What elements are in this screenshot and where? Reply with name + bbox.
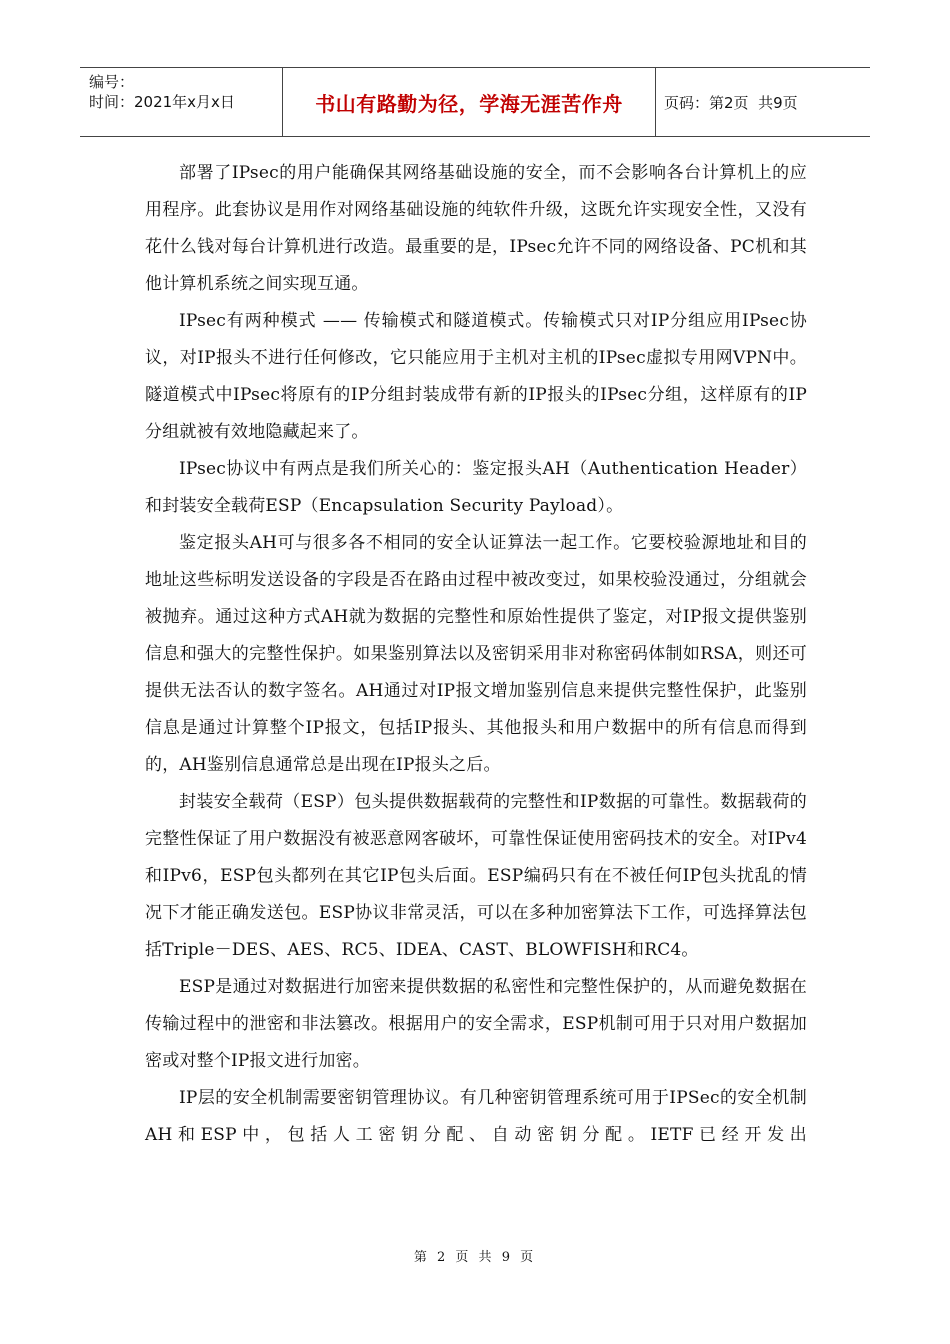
- paragraph-7: IP层的安全机制需要密钥管理协议。有几种密钥管理系统可用于IPSec的安全机制AH和ESP中，包括人工密钥分配、自动密钥分配。IETF已经开发出: [145, 1088, 807, 1145]
- doc-date: 时间：2021年x月x日: [89, 93, 235, 111]
- document-body: [145, 155, 807, 1154]
- paragraph-4: 鉴定报头AH可与很多各不相同的安全认证算法一起工作。它要校验源地址和目的地址这些标明发送设备的字段是否在路由过程中被改变过，如果校验没通过，分组就会被抛弃。通过这种方式AH就为数据的完整性和原始性提供了鉴定，对IP报文提供鉴别信息和强大的完整性保护。如果鉴别算法以及密钥采用非对称密码体制如RSA，则还可提供无法否认的数字签名。AH通过对IP报文增加鉴别信息来提供完整性保护，此鉴别信息是通过计算整个IP报文，包括IP报头、其他报头和用户数据中的所有信息而得到的，AH鉴别信息通常总是出现在IP报头之后。: [145, 533, 807, 775]
- paragraph-5: 封装安全载荷（ESP）包头提供数据载荷的完整性和IP数据的可靠性。数据载荷的完整性保证了用户数据没有被恶意网客破坏，可靠性保证使用密码技术的安全。对IPv4和IPv6，ESP包头都列在其它IP包头后面。ESP编码只有在不被任何IP包头扰乱的情况下才能正确发送包。ESP协议非常灵活，可以在多种加密算法下工作，可选择算法包括Triple－DES、AES、RC5、IDEA、CAST、BLOWFISH和RC4。: [145, 792, 807, 960]
- doc-number-label: 编号：: [89, 73, 135, 91]
- header-meta: [80, 68, 283, 136]
- page-footer: 第 2 页 共 9 页: [413, 1250, 537, 1265]
- paragraph-6: ESP是通过对数据进行加密来提供数据的私密性和完整性保护的，从而避免数据在传输过程中的泄密和非法篡改。根据用户的安全需求，ESP机制可用于只对用户数据加密或对整个IP报文进行加密。: [145, 977, 807, 1071]
- paragraph-2: IPsec有两种模式 —— 传输模式和隧道模式。传输模式只对IP分组应用IPsec协议，对IP报头不进行任何修改，它只能应用于主机对主机的IPsec虚拟专用网VPN中。隧道模式中IPsec将原有的IP分组封装成带有新的IP报头的IPsec分组，这样原有的IP分组就被有效地隐藏起来了。: [145, 311, 807, 442]
- header-motto-cell: [283, 68, 656, 136]
- paragraph-3: IPsec协议中有两点是我们所关心的：鉴定报头AH（Authentication Header）和封装安全载荷ESP（Encapsulation Security Payload）。: [145, 459, 807, 516]
- header-page-info: 页码：第2页 共9页: [664, 93, 798, 112]
- page-header: [80, 67, 870, 137]
- paragraph-1: 部署了IPsec的用户能确保其网络基础设施的安全，而不会影响各台计算机上的应用程序。此套协议是用作对网络基础设施的纯软件升级，这既允许实现安全性，又没有花什么钱对每台计算机进行改造。最重要的是，IPsec允许不同的网络设备、PC机和其他计算机系统之间实现互通。: [145, 163, 807, 294]
- header-motto: 书山有路勤为径，学海无涯苦作舟: [315, 91, 623, 116]
